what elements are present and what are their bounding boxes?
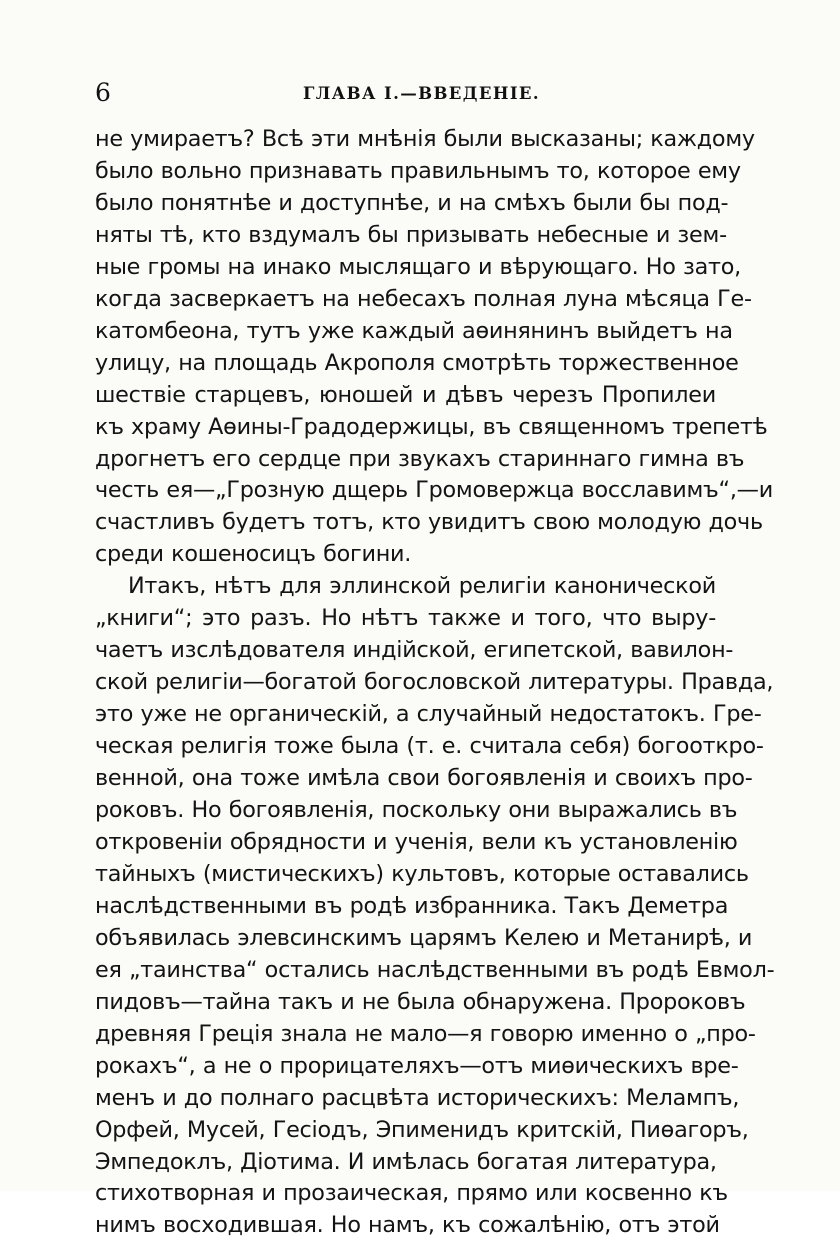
text-line: было вольно признавать правильнымъ то, которое ему [95,157,741,184]
text-line: было понятнѣе и доступнѣе, и на смѣхъ были бы под- [95,189,729,216]
text-line: ные громы на инако мыслящаго и вѣрующаго. Но зато, [95,253,741,280]
text-line: Эмпедоклъ, Діотима. И имѣлась богатая литература, [95,1148,717,1175]
text-line: чаетъ изслѣдователя индійской, египетской, вавилон- [95,637,734,664]
text-line: среди кошеносицъ богини. [95,541,412,568]
text-line: венной, она тоже имѣла свои богоявленія и своихъ про- [95,765,753,792]
text-line: стихотворная и прозаическая, прямо или косвенно къ [95,1180,728,1207]
text-line: тайныхъ (мистическихъ) культовъ, которые оставались [95,860,749,887]
text-line: честь ея—„Грозную дщерь Громовержца восславимъ“,—и [95,477,773,504]
text-line: шествіе старцевъ, юношей и дѣвъ черезъ Пропилеи [95,381,716,408]
text-line: это уже не органическій, а случайный недостатокъ. Гре- [95,701,762,728]
text-line: Орфей, Мусей, Гесіодъ, Эпименидъ критскій, Пиѳагоръ, [95,1116,749,1143]
text-line: улицу, на площадь Акрополя смотрѣть торжественное [95,349,739,376]
text-line: не умираетъ? Всѣ эти мнѣнія были высказаны; каждому [95,126,755,152]
paragraph [95,571,775,1242]
text-line: откровеніи обрядности и ученія, вели къ установленію [95,828,738,855]
text-line: объявилась элевсинскимъ царямъ Келею и Метанирѣ, и [95,924,753,951]
text-line: ческая религія тоже была (т. е. считала себя) богооткро- [95,733,764,760]
text-line: когда засверкаетъ на небесахъ полная луна мѣсяца Ге- [95,285,752,312]
text-line: ея „таинства“ остались наслѣдственными въ родѣ Евмол- [95,956,775,983]
text-line: къ храму Аѳины-Градодержицы, въ священномъ трепетѣ [95,413,768,440]
text-line: роковъ. Но богоявленія, поскольку они выражались въ [95,797,738,824]
text-line: катомбеона, тутъ уже каждый аѳинянинъ выйдетъ на [95,317,733,344]
body-text [95,124,775,1242]
text-line: Итакъ, нѣтъ для эллинской религіи канонической [128,573,716,600]
text-line: няты тѣ, кто вздумалъ бы призывать небесные и зем- [95,221,727,248]
paragraph [95,124,773,571]
text-line: пидовъ—тайна такъ и не была обнаружена. Пророковъ [95,988,746,1015]
text-line: счастливъ будетъ тотъ, кто увидитъ свою молодую дочь [95,509,763,536]
text-line: нимъ восходившая. Но намъ, къ сожалѣнію, отъ этой [95,1212,720,1239]
text-line: наслѣдственными въ родѣ избранника. Такъ Деметра [95,892,729,919]
running-title: ГЛАВА I.—ВВЕДЕНІЕ. [303,84,541,103]
text-line: рокахъ“, а не о прорицателяхъ—отъ миѳическихъ вре- [95,1052,739,1079]
text-line: ской религіи—богатой богословской литературы. Правда, [95,669,774,696]
text-line: „книги“; это разъ. Но нѣтъ также и того, что выру- [95,605,716,632]
page-number: 6 [95,78,111,107]
text-line: древняя Греція знала не мало—я говорю именно о „про- [95,1020,756,1047]
text-line: дрогнетъ его сердце при звукахъ стариннаго гимна въ [95,445,745,472]
page-header [95,76,715,112]
text-line: менъ и до полнаго расцвѣта историческихъ: Мелампъ, [95,1084,740,1111]
